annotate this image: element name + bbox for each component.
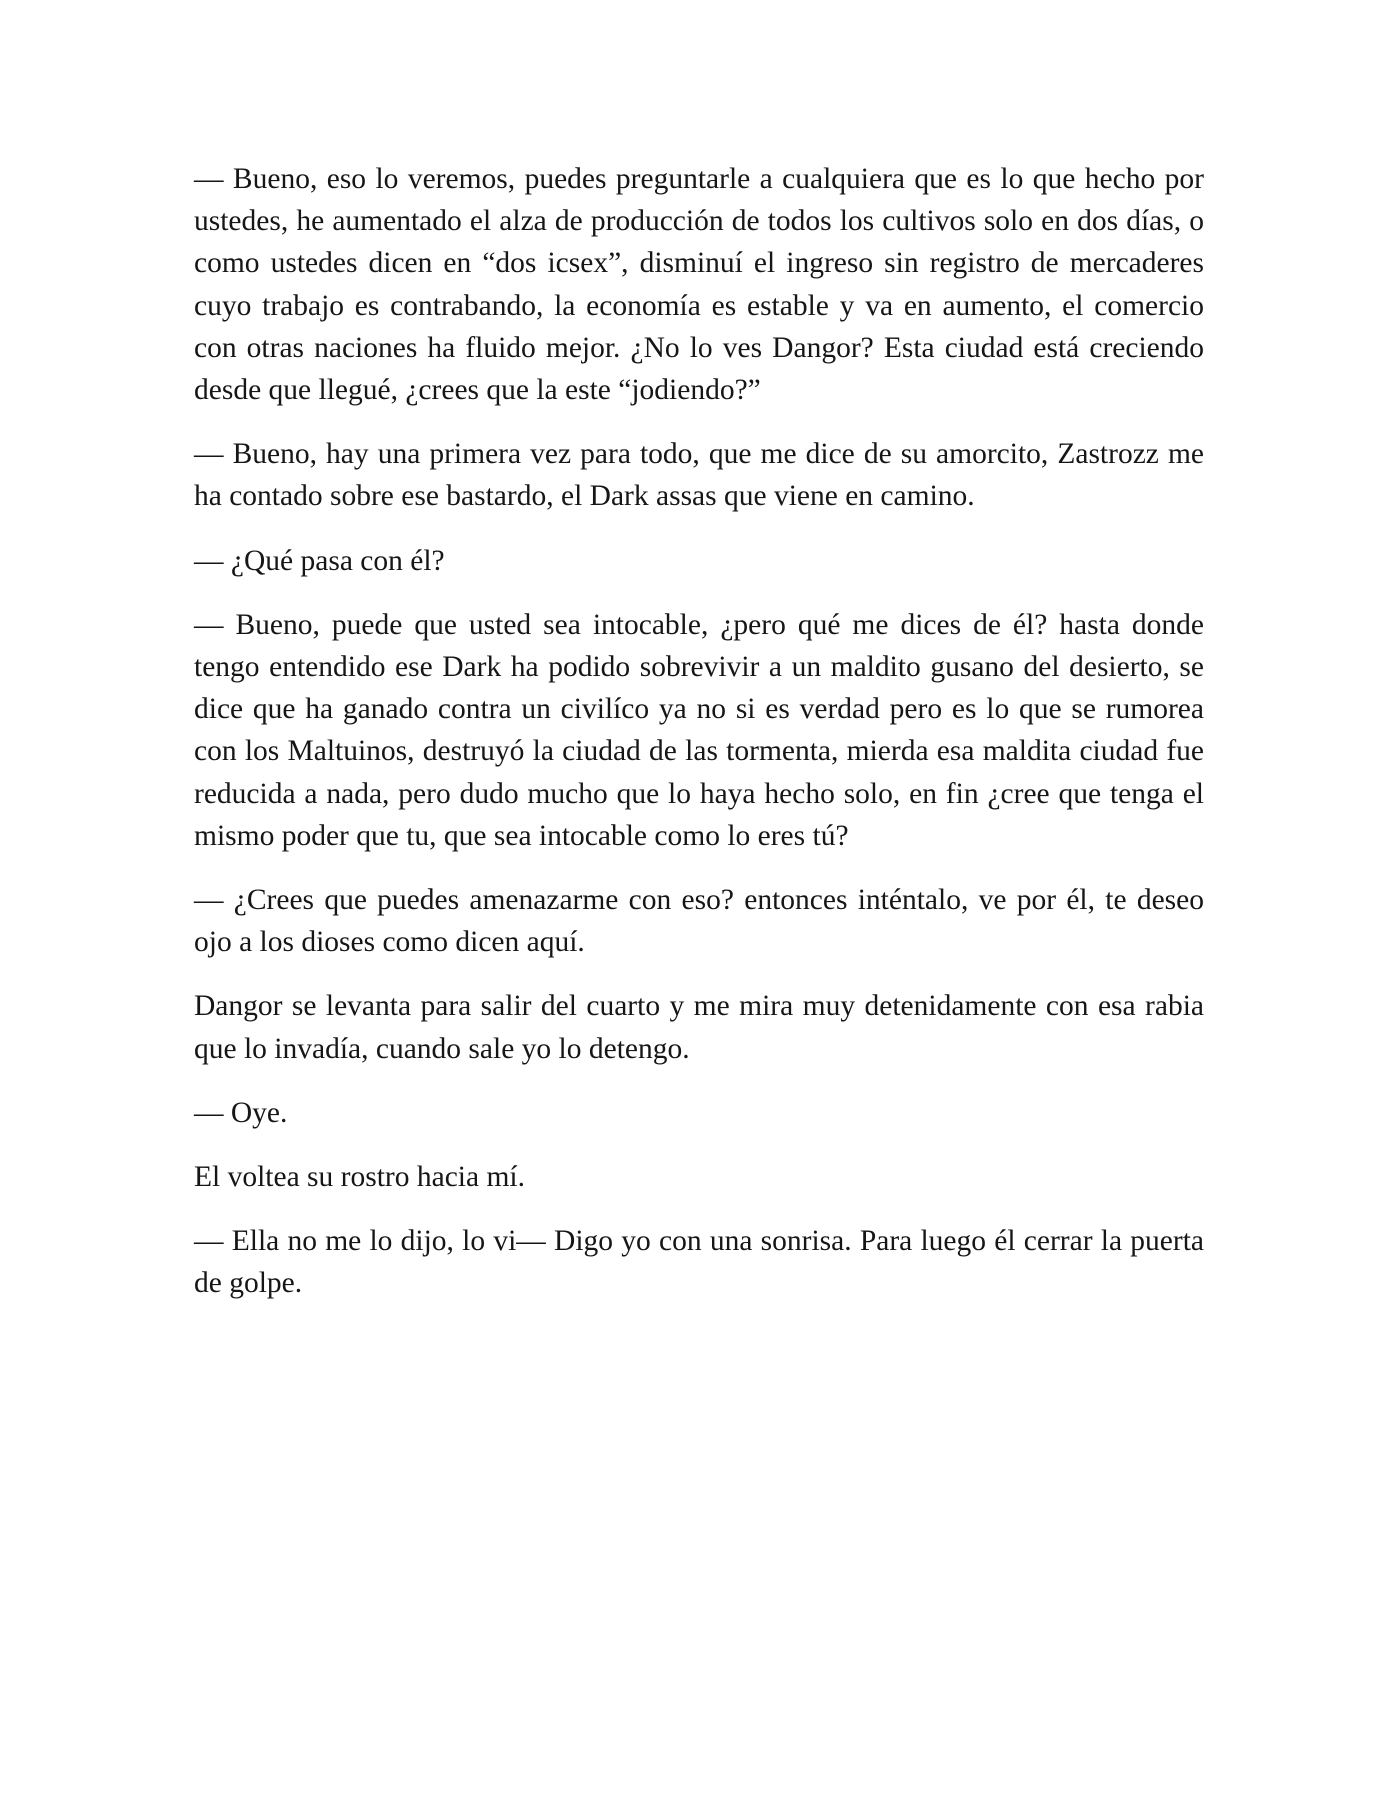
- paragraph-1: — Bueno, eso lo veremos, puedes preguntarle a cualquiera que es lo que hecho por ustedes, he aumentado el alza de producción de todos los cultivos solo en dos días, o como ustedes dicen en “dos icsex”, disminuí el ingreso sin registro de mercaderes cuyo trabajo es contrabando, la economía es estable y va en aumento, el comercio con otras naciones ha fluido mejor. ¿No lo ves Dangor? Esta ciudad está creciendo desde que llegué, ¿crees que la este “jodiendo?”: [194, 163, 1204, 407]
- paragraph-6: Dangor se levanta para salir del cuarto y me mira muy detenidamente con esa rabia que lo invadía, cuando sale yo lo detengo.: [194, 990, 1204, 1065]
- paragraph-9: — Ella no me lo dijo, lo vi— Digo yo con una sonrisa. Para luego él cerrar la puerta de golpe.: [194, 1225, 1204, 1300]
- paragraph-8: El voltea su rostro hacia mí.: [194, 1161, 525, 1194]
- paragraph-2: — Bueno, hay una primera vez para todo, que me dice de su amorcito, Zastrozz me ha contado sobre ese bastardo, el Dark assas que viene en camino.: [194, 438, 1204, 513]
- body-text: [194, 158, 1204, 1327]
- paragraph-4: — Bueno, puede que usted sea intocable, ¿pero qué me dices de él? hasta donde tengo entendido ese Dark ha podido sobrevivir a un maldito gusano del desierto, se dice que ha ganado contra un civilíco ya no si es verdad pero es lo que se rumorea con los Maltuinos, destruyó la ciudad de las tormenta, mierda esa maldita ciudad fue reducida a nada, pero dudo mucho que lo haya hecho solo, en fin ¿cree que tenga el mismo poder que tu, que sea intocable como lo eres tú?: [194, 608, 1204, 852]
- paragraph-7: — Oye.: [194, 1096, 288, 1129]
- paragraph-3: — ¿Qué pasa con él?: [194, 544, 445, 577]
- paragraph-5: — ¿Crees que puedes amenazarme con eso? entonces inténtalo, ve por él, te deseo ojo a los dioses como dicen aquí.: [194, 884, 1204, 959]
